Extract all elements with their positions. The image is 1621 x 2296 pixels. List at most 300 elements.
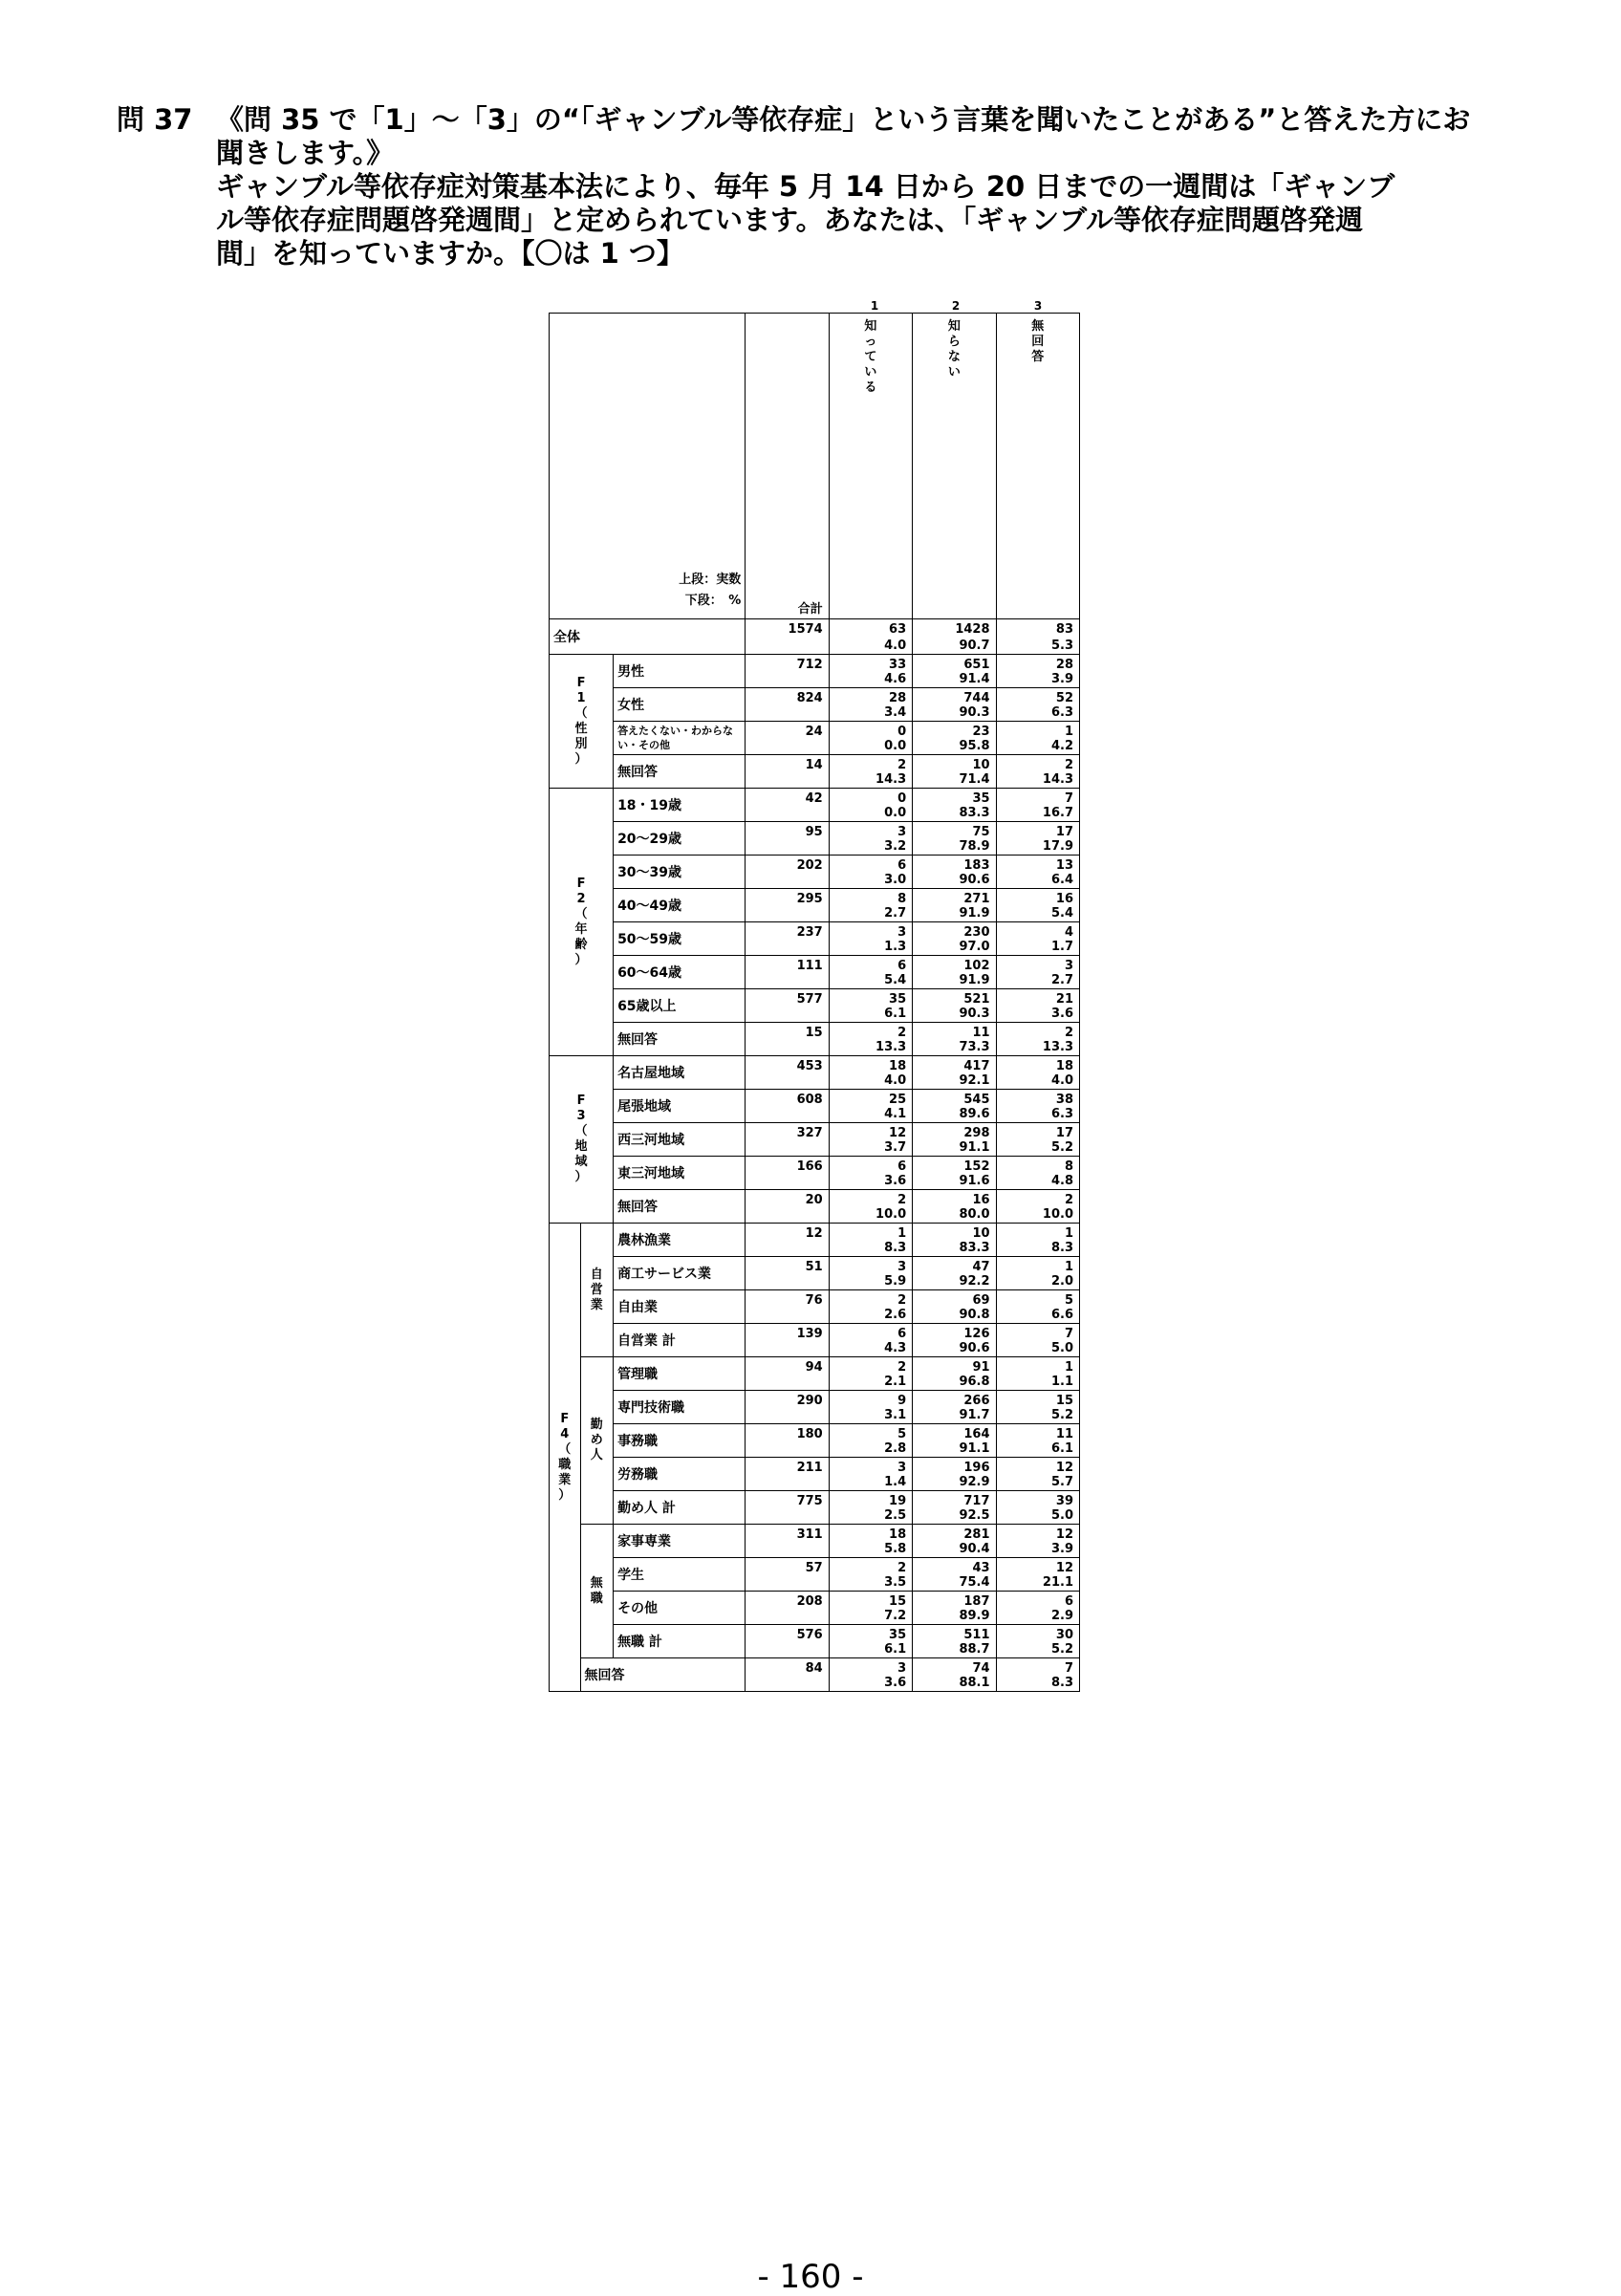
percent-value: 90.3 — [959, 1007, 990, 1021]
row-label: 男性 — [614, 655, 746, 688]
data-cell — [913, 688, 996, 722]
percent-value: 91.6 — [959, 1174, 990, 1188]
count-value: 187 — [963, 1594, 990, 1609]
percent-value: 2.6 — [884, 1308, 907, 1322]
count-value: 6 — [897, 858, 907, 873]
data-cell — [913, 722, 996, 755]
row-label: 20～29歳 — [614, 822, 746, 856]
data-cell — [996, 1357, 1079, 1391]
count-value: 126 — [963, 1327, 990, 1341]
percent-value: 90.3 — [959, 705, 990, 720]
count-value: 3 — [897, 1461, 907, 1475]
data-cell — [913, 989, 996, 1023]
percent-value: 1.4 — [884, 1475, 907, 1489]
total-cell: 14 — [746, 755, 829, 789]
data-cell — [913, 1257, 996, 1290]
row-label: 30～39歳 — [614, 856, 746, 889]
row-label: 答えたくない・わからない・その他 — [614, 722, 746, 755]
percent-value: 5.8 — [884, 1542, 907, 1556]
count-value: 12 — [889, 1126, 907, 1140]
count-value: 13 — [1055, 858, 1073, 873]
column-numbers — [549, 299, 1080, 313]
table-row — [550, 1458, 1080, 1491]
percent-value: 90.8 — [959, 1308, 990, 1322]
data-cell — [913, 755, 996, 789]
data-cell — [996, 1525, 1079, 1558]
data-cell — [996, 1090, 1079, 1123]
count-value: 3 — [897, 1260, 907, 1274]
data-cell — [913, 1023, 996, 1056]
percent-value: 91.9 — [959, 906, 990, 921]
percent-value: 91.1 — [959, 1441, 990, 1456]
percent-value: 2.5 — [884, 1508, 907, 1523]
percent-value: 2.7 — [1050, 973, 1073, 987]
percent-value: 4.1 — [884, 1107, 907, 1121]
data-cell — [913, 789, 996, 822]
percent-value: 10.0 — [1042, 1207, 1073, 1222]
data-cell — [996, 619, 1079, 655]
row-label: 学生 — [614, 1558, 746, 1592]
col-header-3: 無 回 答 — [996, 314, 1079, 619]
count-value: 298 — [963, 1126, 990, 1140]
data-cell — [829, 655, 912, 688]
table-row — [550, 1525, 1080, 1558]
percent-value: 75.4 — [959, 1575, 990, 1590]
count-value: 52 — [1055, 691, 1073, 705]
data-cell — [913, 956, 996, 989]
data-cell — [996, 755, 1079, 789]
percent-value: 88.7 — [959, 1642, 990, 1657]
percent-value: 4.0 — [884, 1073, 907, 1088]
data-cell — [913, 1190, 996, 1224]
table-row — [550, 755, 1080, 789]
percent-value: 5.4 — [1050, 906, 1073, 921]
col-number-2: 2 — [951, 299, 961, 313]
count-value: 7 — [1064, 791, 1073, 806]
count-value: 23 — [972, 725, 990, 739]
data-cell — [996, 1391, 1079, 1424]
data-cell — [913, 889, 996, 922]
table-row — [550, 1357, 1080, 1391]
table-row — [550, 922, 1080, 956]
percent-value: 91.4 — [959, 672, 990, 686]
data-cell — [913, 1357, 996, 1391]
percent-value: 3.9 — [1050, 672, 1073, 686]
data-cell — [996, 1625, 1079, 1658]
count-value: 7 — [1064, 1661, 1073, 1676]
count-value: 38 — [1055, 1093, 1073, 1107]
percent-value: 13.3 — [1042, 1040, 1073, 1054]
total-cell: 15 — [746, 1023, 829, 1056]
percent-value: 0.0 — [884, 806, 907, 820]
row-label: 勤め人 計 — [614, 1491, 746, 1525]
total-cell: 577 — [746, 989, 829, 1023]
data-cell — [913, 922, 996, 956]
count-value: 1 — [1064, 725, 1073, 739]
percent-value: 3.9 — [1050, 1542, 1073, 1556]
table-row — [550, 1592, 1080, 1625]
total-cell: 295 — [746, 889, 829, 922]
data-cell — [996, 1658, 1079, 1692]
count-value: 83 — [1055, 622, 1073, 637]
row-label: 50～59歳 — [614, 922, 746, 956]
count-value: 1 — [1064, 1226, 1073, 1241]
table-row — [550, 1558, 1080, 1592]
table-row — [550, 1324, 1080, 1357]
percent-value: 3.7 — [884, 1140, 907, 1155]
count-value: 19 — [889, 1494, 907, 1508]
data-cell — [996, 822, 1079, 856]
data-cell — [913, 1592, 996, 1625]
total-cell: 57 — [746, 1558, 829, 1592]
data-cell — [996, 1056, 1079, 1090]
count-value: 521 — [963, 992, 990, 1007]
data-cell — [829, 922, 912, 956]
total-cell: 576 — [746, 1625, 829, 1658]
count-value: 230 — [963, 925, 990, 940]
table-row — [550, 1391, 1080, 1424]
percent-value: 90.6 — [959, 873, 990, 887]
percent-value: 4.0 — [1050, 1073, 1073, 1088]
percent-value: 3.6 — [884, 1676, 907, 1690]
table-row — [550, 989, 1080, 1023]
data-cell — [829, 1391, 912, 1424]
data-cell — [913, 1491, 996, 1525]
data-cell — [913, 1391, 996, 1424]
count-value: 10 — [972, 758, 990, 772]
total-cell: 166 — [746, 1157, 829, 1190]
table-row — [550, 1190, 1080, 1224]
row-label: 18・19歳 — [614, 789, 746, 822]
count-value: 2 — [897, 758, 907, 772]
count-value: 17 — [1055, 825, 1073, 839]
total-cell: 51 — [746, 1257, 829, 1290]
data-cell — [829, 1023, 912, 1056]
group-f3: F 3 （ 地 域 ） — [550, 1056, 614, 1224]
row-label: 女性 — [614, 688, 746, 722]
table-row — [550, 688, 1080, 722]
col-header-2: 知 ら な い — [913, 314, 996, 619]
count-value: 12 — [1055, 1527, 1073, 1542]
count-value: 17 — [1055, 1126, 1073, 1140]
count-value: 12 — [1055, 1461, 1073, 1475]
data-cell — [829, 1458, 912, 1491]
row-label: 管理職 — [614, 1357, 746, 1391]
percent-value: 6.1 — [1050, 1441, 1073, 1456]
crosstab — [549, 299, 1080, 1692]
data-cell — [913, 1324, 996, 1357]
count-value: 0 — [897, 791, 907, 806]
percent-value: 6.6 — [1050, 1308, 1073, 1322]
data-cell — [913, 1558, 996, 1592]
percent-value: 91.1 — [959, 1140, 990, 1155]
percent-value: 5.3 — [1050, 639, 1073, 653]
percent-value: 16.7 — [1042, 806, 1073, 820]
row-label: 無回答 — [614, 1023, 746, 1056]
total-cell: 1574 — [746, 619, 829, 655]
subgroup-jieigyo: 自 営 業 — [580, 1224, 614, 1357]
count-value: 1428 — [955, 622, 990, 637]
data-cell — [996, 688, 1079, 722]
percent-value: 1.1 — [1050, 1375, 1073, 1389]
data-cell — [913, 1458, 996, 1491]
col-header-1: 知 っ て い る — [829, 314, 912, 619]
question-text — [117, 103, 1512, 271]
count-value: 717 — [963, 1494, 990, 1508]
count-value: 3 — [1064, 959, 1073, 973]
data-cell — [996, 1157, 1079, 1190]
data-cell — [913, 822, 996, 856]
data-cell — [913, 856, 996, 889]
percent-value: 89.9 — [959, 1609, 990, 1623]
count-value: 6 — [897, 1327, 907, 1341]
data-cell — [996, 989, 1079, 1023]
percent-value: 2.0 — [1050, 1274, 1073, 1289]
total-cell: 202 — [746, 856, 829, 889]
data-cell — [829, 1190, 912, 1224]
table-row — [550, 1224, 1080, 1257]
data-cell — [829, 1491, 912, 1525]
data-cell — [829, 1157, 912, 1190]
row-label: 自由業 — [614, 1290, 746, 1324]
data-cell — [996, 1458, 1079, 1491]
table-row — [550, 856, 1080, 889]
data-cell — [829, 755, 912, 789]
percent-value: 92.5 — [959, 1508, 990, 1523]
data-cell — [996, 1257, 1079, 1290]
percent-value: 89.6 — [959, 1107, 990, 1121]
count-value: 164 — [963, 1427, 990, 1441]
data-cell — [829, 889, 912, 922]
data-cell — [829, 1324, 912, 1357]
row-label: 無回答 — [614, 1190, 746, 1224]
data-cell — [996, 1290, 1079, 1324]
count-value: 545 — [963, 1093, 990, 1107]
count-value: 15 — [889, 1594, 907, 1609]
data-cell — [913, 1224, 996, 1257]
count-value: 16 — [972, 1193, 990, 1207]
count-value: 35 — [889, 992, 907, 1007]
data-cell — [913, 1090, 996, 1123]
percent-value: 73.3 — [959, 1040, 990, 1054]
data-cell — [996, 1491, 1079, 1525]
data-cell — [829, 1123, 912, 1157]
data-cell — [996, 956, 1079, 989]
data-cell — [996, 655, 1079, 688]
total-cell: 24 — [746, 722, 829, 755]
table-row — [550, 1290, 1080, 1324]
data-cell — [996, 1224, 1079, 1257]
row-label: 60～64歳 — [614, 956, 746, 989]
percent-value: 2.8 — [884, 1441, 907, 1456]
subgroup-tsutome: 勤 め 人 — [580, 1357, 614, 1525]
percent-value: 4.0 — [884, 639, 907, 653]
percent-value: 5.2 — [1050, 1140, 1073, 1155]
percent-value: 2.7 — [884, 906, 907, 921]
percent-value: 6.1 — [884, 1007, 907, 1021]
total-cell: 211 — [746, 1458, 829, 1491]
count-value: 8 — [897, 892, 907, 906]
total-cell: 237 — [746, 922, 829, 956]
percent-value: 14.3 — [875, 772, 907, 787]
data-cell — [829, 1424, 912, 1458]
table-row — [550, 889, 1080, 922]
percent-value: 3.5 — [884, 1575, 907, 1590]
percent-value: 91.9 — [959, 973, 990, 987]
percent-value: 8.3 — [1050, 1241, 1073, 1255]
col-number-3: 3 — [1033, 299, 1043, 313]
count-value: 75 — [972, 825, 990, 839]
percent-value: 8.3 — [884, 1241, 907, 1255]
legend-top: 上段：実数 — [679, 572, 742, 587]
percent-value: 4.3 — [884, 1341, 907, 1355]
total-cell: 76 — [746, 1290, 829, 1324]
percent-value: 3.0 — [884, 873, 907, 887]
row-label: 専門技術職 — [614, 1391, 746, 1424]
count-value: 2 — [1064, 758, 1073, 772]
count-value: 3 — [897, 925, 907, 940]
percent-value: 83.3 — [959, 1241, 990, 1255]
data-cell — [996, 922, 1079, 956]
legend-bottom: 下段： % — [684, 593, 742, 608]
total-cell: 608 — [746, 1090, 829, 1123]
data-cell — [829, 1357, 912, 1391]
row-label: 全体 — [550, 619, 746, 655]
data-cell — [913, 1525, 996, 1558]
percent-value: 97.0 — [959, 940, 990, 954]
data-cell — [996, 789, 1079, 822]
percent-value: 78.9 — [959, 839, 990, 854]
count-value: 744 — [963, 691, 990, 705]
row-label: その他 — [614, 1592, 746, 1625]
total-cell: 95 — [746, 822, 829, 856]
count-value: 2 — [1064, 1193, 1073, 1207]
count-value: 1 — [1064, 1260, 1073, 1274]
data-cell — [913, 1056, 996, 1090]
count-value: 4 — [1064, 925, 1073, 940]
table-row — [550, 956, 1080, 989]
total-cell: 712 — [746, 655, 829, 688]
data-cell — [913, 1123, 996, 1157]
count-value: 7 — [1064, 1327, 1073, 1341]
percent-value: 21.1 — [1042, 1575, 1073, 1590]
count-value: 0 — [897, 725, 907, 739]
question-line-5: 間」を知っていますか。【〇は 1 つ】 — [216, 237, 684, 270]
percent-value: 96.8 — [959, 1375, 990, 1389]
count-value: 281 — [963, 1527, 990, 1542]
table-row — [550, 822, 1080, 856]
table-row — [550, 1257, 1080, 1290]
question-number: 問 37 — [117, 103, 193, 136]
count-value: 2 — [897, 1193, 907, 1207]
percent-value: 10.0 — [875, 1207, 907, 1222]
percent-value: 4.2 — [1050, 739, 1073, 753]
count-value: 91 — [972, 1360, 990, 1375]
data-cell — [996, 1324, 1079, 1357]
percent-value: 6.1 — [884, 1642, 907, 1657]
percent-value: 4.6 — [884, 672, 907, 686]
percent-value: 0.0 — [884, 739, 907, 753]
group-f1: F 1 （ 性 別 ） — [550, 655, 614, 789]
count-value: 74 — [972, 1661, 990, 1676]
count-value: 3 — [897, 1661, 907, 1676]
percent-value: 3.6 — [1050, 1007, 1073, 1021]
row-label: 東三河地域 — [614, 1157, 746, 1190]
data-cell — [829, 856, 912, 889]
count-value: 102 — [963, 959, 990, 973]
count-value: 6 — [897, 1159, 907, 1174]
percent-value: 13.3 — [875, 1040, 907, 1054]
page-number: - 160 - — [757, 2258, 864, 2296]
percent-value: 92.1 — [959, 1073, 990, 1088]
count-value: 8 — [1064, 1159, 1073, 1174]
data-cell — [829, 1658, 912, 1692]
data-cell — [996, 1592, 1079, 1625]
data-cell — [996, 1123, 1079, 1157]
count-value: 25 — [889, 1093, 907, 1107]
percent-value: 83.3 — [959, 806, 990, 820]
row-label: 農林漁業 — [614, 1224, 746, 1257]
data-cell — [913, 1658, 996, 1692]
question-line-2: 聞きします。》 — [216, 137, 395, 169]
table-row — [550, 1658, 1080, 1692]
count-value: 33 — [889, 658, 907, 672]
row-label: 自営業 計 — [614, 1324, 746, 1357]
total-cell: 327 — [746, 1123, 829, 1157]
data-cell — [996, 856, 1079, 889]
data-cell — [829, 1558, 912, 1592]
percent-value: 3.4 — [884, 705, 907, 720]
table-row — [550, 1090, 1080, 1123]
count-value: 35 — [889, 1628, 907, 1642]
count-value: 6 — [1064, 1594, 1073, 1609]
percent-value: 4.8 — [1050, 1174, 1073, 1188]
data-cell — [913, 1424, 996, 1458]
data-cell — [829, 1090, 912, 1123]
total-cell: 180 — [746, 1424, 829, 1458]
percent-value: 2.1 — [884, 1375, 907, 1389]
percent-value: 3.6 — [884, 1174, 907, 1188]
count-value: 2 — [897, 1026, 907, 1040]
row-label: 尾張地域 — [614, 1090, 746, 1123]
data-cell — [829, 989, 912, 1023]
data-cell — [829, 1625, 912, 1658]
table-row — [550, 1625, 1080, 1658]
count-value: 69 — [972, 1293, 990, 1308]
total-cell: 290 — [746, 1391, 829, 1424]
data-cell — [996, 889, 1079, 922]
row-label: 労務職 — [614, 1458, 746, 1491]
percent-value: 6.3 — [1050, 705, 1073, 720]
question-line-3: ギャンブル等依存症対策基本法により、毎年 5 月 14 日から 20 日までの一週間は「ギャンブ — [216, 170, 1395, 203]
table-row — [550, 1424, 1080, 1458]
count-value: 9 — [897, 1394, 907, 1408]
total-cell: 84 — [746, 1658, 829, 1692]
percent-value: 14.3 — [1042, 772, 1073, 787]
table-row — [550, 789, 1080, 822]
count-value: 10 — [972, 1226, 990, 1241]
count-value: 511 — [963, 1628, 990, 1642]
row-label: 商工サービス業 — [614, 1257, 746, 1290]
table-row — [550, 619, 1080, 655]
data-cell — [829, 1224, 912, 1257]
percent-value: 6.4 — [1050, 873, 1073, 887]
percent-value: 6.3 — [1050, 1107, 1073, 1121]
row-label: 無回答 — [614, 755, 746, 789]
row-label: 名古屋地域 — [614, 1056, 746, 1090]
table-row — [550, 655, 1080, 688]
total-cell: 208 — [746, 1592, 829, 1625]
